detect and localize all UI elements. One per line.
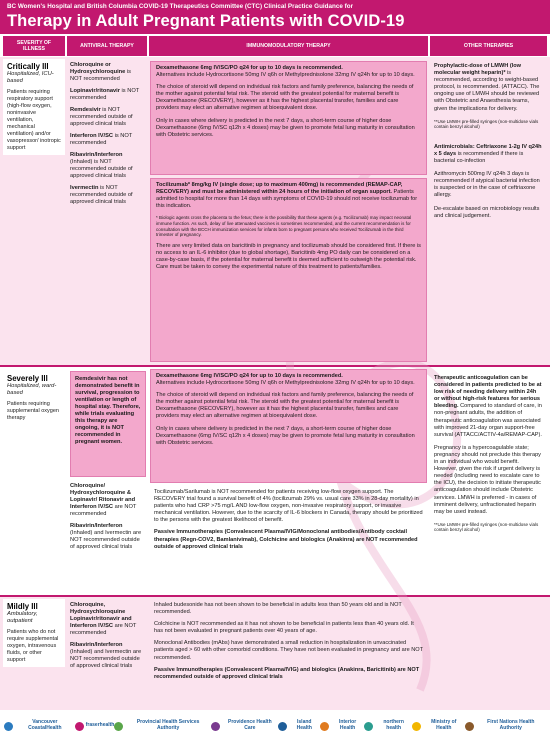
- antiviral-item: Chloroquine or Hydroxychloroquine is NOT recommended: [70, 62, 131, 82]
- antiviral-item: Ribavirin/Interferon (Inhaled) is NOT recommended outside of approved clinical trials: [70, 152, 133, 179]
- antimicrobial-lead: Antimicrobials: Ceftriaxone 1-2g IV q24h x 5 days: [434, 143, 542, 157]
- lmwh-text: is recommended, according to weight-based protocol, is recommended. (ATTACC). The ongoing use of LMWH should be reviewed with Obstetric and Anaesthesia teams, given the implications for delivery.: [434, 70, 540, 112]
- dex-alt: Alternatives include Hydrocortisone 50mg IV q6h or Methylprednisolone 32mg IV q24h for up to 10 days.: [156, 380, 415, 387]
- dex-lead: Dexamethasone 6mg IV/SC/PO q24 for up to 10 days is recommended.: [156, 65, 343, 71]
- antiviral-item: Interferon IV/SC is NOT recommended: [70, 133, 133, 146]
- antimicrobial-text: is recommended if there is bacterial co-infection: [434, 150, 524, 165]
- col-header-other: OTHER THERAPIES: [430, 36, 547, 56]
- toci-note: * Biologic agents cross the placenta to the fetus; there is the possibility that these agents (e.g. Tocilizumab) may impact neonatal immune function. As such, delay of live attenuated vaccines is sometimes recommended, and the current recommendation is for consultation with the BCCH immunization services for infants born to pregnant persons who received Tocilizumab in the third trimester of pregnancy.: [156, 215, 412, 238]
- azithromycin-text: Azithromycin 500mg IV q24h 3 days is recommended if atypical bacterial infection is suspected or in the case of ceftriaxone allergy.: [434, 171, 540, 199]
- tocilizumab-box-critical: [150, 178, 427, 362]
- dex-delivery: Only in cases where delivery is predicted in the next 7 days, a short-term course of higher dose Dexamethasone (6mg IV/SC q12h x 4 doses) may be given to promote fetal lung maturity in consultation with Obstetric services.: [156, 117, 415, 138]
- antiviral-item: Chloroquine, Hydroxychloroquine Lopinavir/ritonavir and Interferon IV/SC are NOT recommended: [70, 602, 137, 636]
- severity-location: Ambulatory, outpatient: [7, 611, 38, 624]
- antiviral-severe: [67, 480, 145, 559]
- page-header: [0, 0, 550, 34]
- severity-severe: [3, 371, 65, 425]
- logo-fraser: fraserhealth: [75, 722, 115, 731]
- severity-level: Severely Ill: [7, 374, 48, 383]
- passive-severe: Passive Immunotherapies (Convalescent Plasma/IVIG/Monoclonal antibodies/Antibody cocktail therapies (Regn-COV2, Bamlanivimab), Colchicine and biologics (Anakinra) are NOT recommended outside of approved clinical trials: [154, 529, 418, 550]
- colchicine-mild: Colchicine is NOT recommended as it has not shown to be beneficial in patients less than 40 years old. It has not been evaluated in pregnant patients over 40 years of age.: [154, 621, 414, 635]
- deescalate-text: De-escalate based on microbiology results and clinical judgement.: [434, 205, 540, 219]
- lmwh-note: **Use LMWH pre-filled syringes (non-multidose vials contain benzyl alcohol): [434, 521, 539, 533]
- anticoag-lead: Therapeutic anticoagulation can be considered in patients predicted to be at low risk of needing delivery within 24h or without high-risk features for serious bleeding.: [434, 375, 542, 410]
- antiviral-item: Lopinavir/ritonavir is NOT recommended: [70, 88, 140, 101]
- inhaled-budesonide: Inhaled budesonide has not been shown to be beneficial in adults less than 50 years old and is NOT recommended.: [154, 602, 402, 616]
- antiviral-item: Ribavirin/Interferon (Inhaled) and Ivermectin are NOT recommended outside of approved clinical trials: [70, 642, 142, 669]
- logo-fnha: First Nations Health Authority: [465, 720, 546, 731]
- remdesivir-text: Remdesivir has not demonstrated benefit in survival, progression to ventilation or length of hospital stay. Therefore, while trials evaluating this therapy are ongoing, it is NOT recommended in pregnant women.: [75, 376, 141, 445]
- dex-lead: Dexamethasone 6mg IV/SC/PO q24 for up to 10 days is recommended.: [156, 373, 343, 379]
- logo-phsa: Provincial Health Services Authority: [114, 720, 211, 731]
- other-severe: [430, 371, 547, 543]
- lmwh-note: **Use LMWH pre-filled syringes (non-multidose vials contain benzyl alcohol): [434, 118, 539, 130]
- lmwh-lead: Prophylactic-dose of LMWH (low molecular weight heparin)*: [434, 63, 522, 77]
- logo-vch: Vancouver CoastalHealth: [4, 720, 75, 731]
- antiviral-item: Remdesivir is NOT recommended outside of approved clinical trials: [70, 107, 133, 127]
- anticoag-text: Compared to standard of care, in non-pregnant adults, the addition of therapeutic anticoagulation was associated with improved 21-day organ support-free survival (ATTACC/ACTIV-4a/REMAP-CAP).: [434, 403, 542, 438]
- severity-description: Patients who do not require supplemental oxygen, intravenous fluids, or other support: [7, 629, 59, 663]
- baricitinib-text: There are very limited data on baricitinib in pregnancy and tocilizumab should be considered first. If there is no access to an IL-6 inhibitor (due to global shortage), Baricitinib 4mg PO daily can be considered on a case-by-case basis, if the potential for maternal benefit is deemed sufficient to outweigh the potential risk. Care must be taken to convey the experimental nature of this treatment to patients/families.: [156, 242, 421, 271]
- header-subtitle: BC Women's Hospital and British Columbia COVID-19 Therapeutics Committee (CTC) Clinical Practice Guidance for: [7, 3, 354, 10]
- severity-level: Mildly Ill: [7, 602, 38, 611]
- severity-description: Patients requiring respiratory support (high-flow oxygen, noninvasive ventilation, mechanical ventilation) and/or vasopressor/ inotropic support: [7, 89, 61, 151]
- logo-ministry: Ministry of Health: [412, 720, 465, 731]
- logo-interior: Interior Health: [320, 720, 365, 731]
- col-header-immuno: IMMUNOMODULATORY THERAPY: [149, 36, 428, 56]
- footer-logos: [0, 712, 550, 740]
- toci-rest: Patients admitted to hospital for more than 14 days with symptoms of COVID-19 should not receive tocilizumab for this indication.: [156, 189, 418, 210]
- severity-description: Patients requiring supplemental oxygen therapy: [7, 401, 59, 421]
- pregnancy-text: Pregnancy is a hypercoagulable state; pregnancy should not preclude this therapy in an individual who would benefit. However, given the risk if urgent delivery is needed (including need to escalate care to the ICU), the decision to initiate therapeutic anticoagulation should include Obstetric services. LMWH is preferred - in cases of imminent delivery, unfractionated heparin may be used instead.: [434, 444, 541, 515]
- logo-northern: northern health: [364, 720, 411, 731]
- severity-location: Hospitalized, ward-based: [7, 383, 57, 396]
- severity-mild: [3, 599, 65, 667]
- col-header-antiviral: ANTIVIRAL THERAPY: [67, 36, 147, 56]
- dexamethasone-box-critical: [150, 61, 427, 175]
- immuno-mild-text: [150, 599, 427, 689]
- antiviral-item: Ivermectin is NOT recommended outside of approved clinical trials: [70, 185, 133, 205]
- page-title: Therapy in Adult Pregnant Patients with COVID-19: [7, 12, 405, 30]
- logo-providence: Providence Health Care: [211, 720, 278, 731]
- mabs-mild: Monoclonal Antibodies (mAbs) have demonstrated a small reduction in hospitalization in unvaccinated patients aged > 60 with other comorbid conditions. They have not been evaluated in pregnancy and are NOT recommended.: [154, 640, 423, 661]
- dexamethasone-box-severe: [150, 369, 427, 483]
- remdesivir-box: [70, 371, 146, 477]
- antiviral-mild: [67, 599, 145, 678]
- antiviral-critical: [67, 59, 145, 214]
- toci-lead: Tocilizumab* 8mg/kg IV (single dose; up to maximum 400mg) is recommended (REMAP-CAP, RECOVERY) and must be administered within 24 hours of the initiation of organ support.: [156, 182, 403, 196]
- dex-choice: The choice of steroid will depend on individual risk factors and family preference, balancing the needs of the mother against potential fetal risk. The steroid with the greatest potential for maternal benefit is Dexamethasone (RECOVERY), however as it has the highest placental transfer, families and care providers may elect an alternative regimen at bioequivalent dose.: [156, 392, 414, 420]
- row-divider: [0, 595, 550, 597]
- severity-critical: [3, 59, 65, 155]
- antiviral-item: Ribavirin/Interferon (Inhaled) and Ivermectin are NOT recommended outside of approved clinical trials: [70, 523, 142, 550]
- passive-mild: Passive Immunotherapies (Convalescent Plasma/IVIG) and biologics (Anakinra, Baricitinib) are NOT recommended outside of approved clinical trials: [154, 666, 420, 680]
- dex-alt: Alternatives include Hydrocortisone 50mg IV q6h or Methylprednisolone 32mg IV q24h for up to 10 days.: [156, 72, 415, 79]
- other-critical: [430, 59, 547, 230]
- dex-delivery: Only in cases where delivery is predicted in the next 7 days, a short-term course of higher dose Dexamethasone (6mg IV/SC q12h x 4 doses) may be given to promote fetal lung maturity in consultation with Obstetric services.: [156, 425, 415, 446]
- logo-island: Island Health: [278, 720, 320, 731]
- antiviral-item: Chloroquine/ Hydroxychloroquine & Lopinavir/ Ritonavir and Interferon IV/SC are NOT recommended: [70, 483, 137, 517]
- col-header-severity: SEVERITY OF ILLNESS: [3, 36, 65, 56]
- dex-choice: The choice of steroid will depend on individual risk factors and family preference, balancing the needs of the mother against potential fetal risk. The steroid with the greatest potential for maternal benefit is Dexamethasone (RECOVERY), however as it has the highest placental transfer, families and care providers may elect an alternative regimen at bioequivalent dose.: [156, 84, 414, 112]
- severity-level: Critically Ill: [7, 62, 49, 71]
- tocilizumab-severe: Tocilizumab/Sarilumab is NOT recommended for patients receiving low-flow oxygen support. The RECOVERY trial found a survival benefit of 4% (tocilizumab 29% vs. usual care 33% in 28-day mortality) in patients who had CRP >75 mg/L AND low-flow oxygen, non-invasive respiratory support, or invasive mechanical ventilation. However, due to the scarcity of IL-6 blockers in Canada, therapy should be prioritized to the persons with the greatest likelihood of benefit.: [154, 489, 423, 524]
- row-divider: [0, 365, 550, 367]
- immuno-severe-text: [150, 486, 427, 559]
- severity-location: Hospitalized, ICU-based: [7, 71, 54, 84]
